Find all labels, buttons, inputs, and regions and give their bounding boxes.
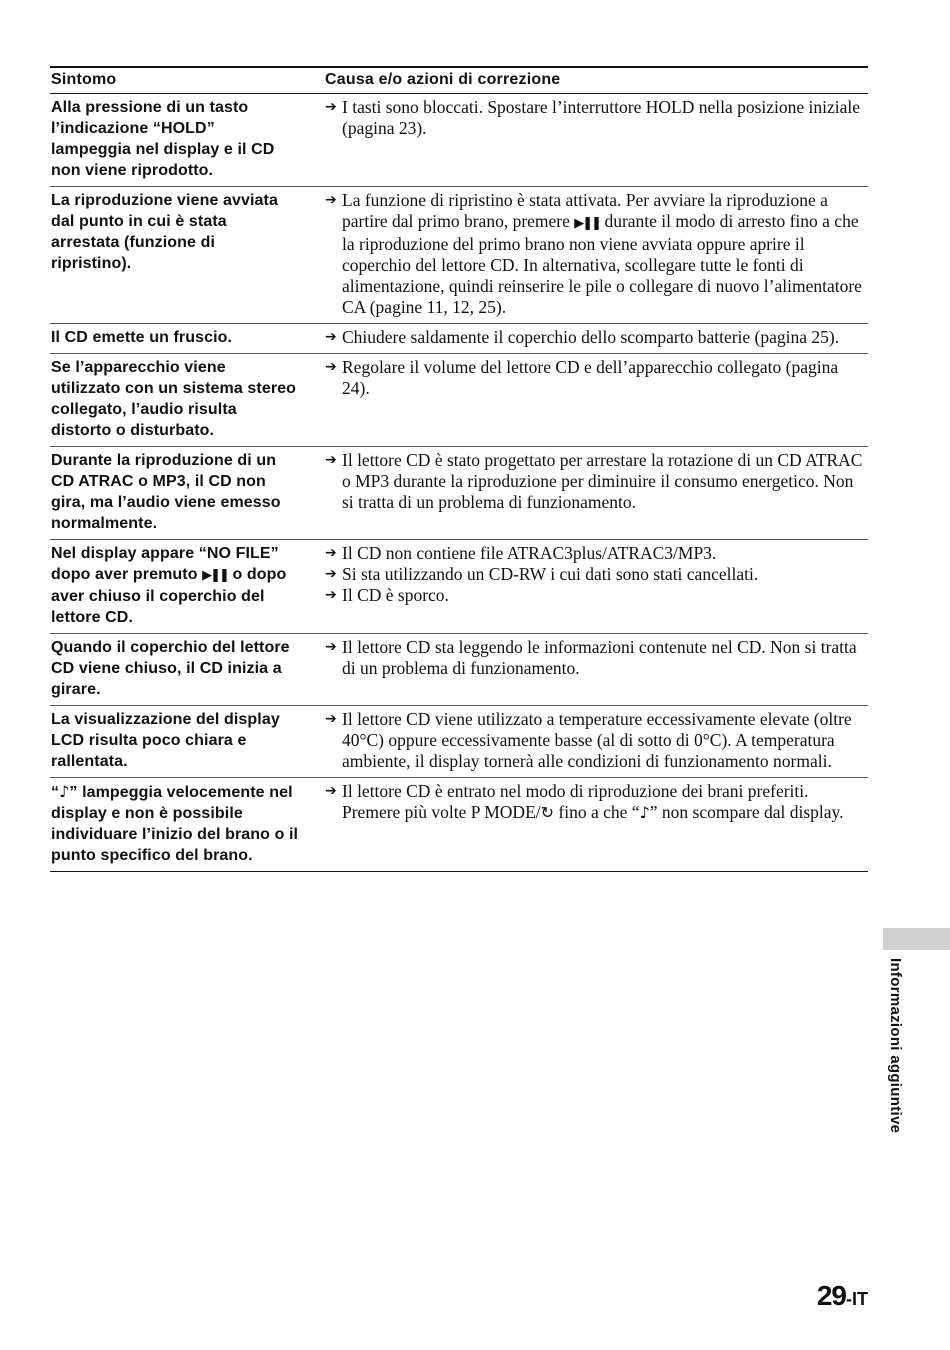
cause-cell xyxy=(313,354,868,447)
table-row xyxy=(50,706,868,778)
cause-text: Il lettore CD sta leggendo le informazioni contenute nel CD. Non si tratta di un problema di funzionamento. xyxy=(342,637,857,678)
cause-cell xyxy=(313,778,868,872)
table-row xyxy=(50,354,868,447)
play-pause-icon: ▶❚❚ xyxy=(202,568,228,583)
table-row xyxy=(50,778,868,872)
symptom-text-part: Nel display appare “NO FILE” dopo aver premuto xyxy=(51,545,279,583)
table-row xyxy=(50,634,868,706)
cause-text-part: La funzione di ripristino è stata attivata. Per avviare la riproduzione a partire dal primo brano, premere xyxy=(342,190,828,231)
table-header-row xyxy=(50,67,868,94)
symptom-cell: Durante la riproduzione di un CD ATRAC o MP3, il CD non gira, ma l’audio viene emesso normalmente. xyxy=(50,447,313,540)
cause-text xyxy=(342,190,868,318)
symptom-cell xyxy=(50,778,313,872)
arrow-icon: ➔ xyxy=(325,639,337,655)
cause-text-part: Il lettore CD è entrato nel modo di riproduzione dei brani preferiti. Premere più volte P MODE/ xyxy=(342,781,809,822)
arrow-icon: ➔ xyxy=(325,192,337,208)
header-symptom: Sintomo xyxy=(50,67,313,94)
symptom-cell: La visualizzazione del display LCD risulta poco chiara e rallentata. xyxy=(50,706,313,778)
table-row xyxy=(50,447,868,540)
arrow-icon: ➔ xyxy=(325,329,337,345)
troubleshooting-table xyxy=(50,66,868,872)
cause-text xyxy=(342,781,868,823)
cause-text: Chiudere saldamente il coperchio dello scomparto batterie (pagina 25). xyxy=(342,327,840,347)
side-section-label: Informazioni aggiuntive xyxy=(887,958,904,1134)
arrow-icon: ➔ xyxy=(325,566,337,582)
repeat-icon: ↻ xyxy=(540,803,555,822)
arrow-icon: ➔ xyxy=(325,711,337,727)
symptom-cell: Alla pressione di un tasto l’indicazione “HOLD” lampeggia nel display e il CD non viene riprodotto. xyxy=(50,94,313,187)
table-row xyxy=(50,540,868,634)
cause-text: Si sta utilizzando un CD-RW i cui dati sono stati cancellati. xyxy=(342,564,759,584)
symptom-cell: Se l’apparecchio viene utilizzato con un sistema stereo collegato, l’audio risulta distorto o disturbato. xyxy=(50,354,313,447)
table-row xyxy=(50,187,868,324)
header-cause: Causa e/o azioni di correzione xyxy=(313,67,868,94)
cause-text-part: durante il modo di arresto fino a che la riproduzione del primo brano non viene avviata oppure aprire il coperchio del lettore CD. In alternativa, scollegare tutte le fonti di alimentazione, quindi reinserire le pile o collegare di nuovo l’alimentatore CA (pagine 11, 12, 25). xyxy=(342,211,862,317)
symptom-text-part: “ xyxy=(51,784,60,801)
arrow-icon: ➔ xyxy=(325,545,337,561)
page-number-value: 29 xyxy=(816,1280,846,1311)
music-note-icon: ♪ xyxy=(59,782,70,801)
symptom-text-part: o dopo aver chiuso il coperchio del lettore CD. xyxy=(51,566,287,626)
cause-text: Il lettore CD viene utilizzato a temperature eccessivamente elevate (oltre 40°C) oppure eccessivamente basse (al di sotto di 0°C). A temperatura ambiente, il display tornerà alle condizioni di funzionamento normali. xyxy=(342,709,852,771)
cause-cell xyxy=(313,94,868,187)
symptom-cell: Quando il coperchio del lettore CD viene chiuso, il CD inizia a girare. xyxy=(50,634,313,706)
table-row xyxy=(50,324,868,354)
cause-text-part: ” non scompare dal display. xyxy=(649,802,844,822)
arrow-icon: ➔ xyxy=(325,587,337,603)
symptom-cell: Il CD emette un fruscio. xyxy=(50,324,313,354)
symptom-text-part: ” lampeggia velocemente nel display e non è possibile individuare l’inizio del brano o il punto specifico del brano. xyxy=(51,784,299,864)
cause-cell xyxy=(313,324,868,354)
section-tab-marker xyxy=(883,928,950,950)
cause-text-part: fino a che “ xyxy=(558,802,640,822)
symptom-cell xyxy=(50,540,313,634)
symptom-cell: La riproduzione viene avviata dal punto in cui è stata arrestata (funzione di ripristino). xyxy=(50,187,313,324)
cause-cell xyxy=(313,634,868,706)
cause-text: Il CD è sporco. xyxy=(342,585,449,605)
page-number-suffix: -IT xyxy=(846,1289,868,1309)
cause-cell xyxy=(313,706,868,778)
play-pause-icon: ▶❚❚ xyxy=(574,216,601,231)
arrow-icon: ➔ xyxy=(325,452,337,468)
table-row xyxy=(50,94,868,187)
cause-text: Il CD non contiene file ATRAC3plus/ATRAC3/MP3. xyxy=(342,543,717,563)
cause-text: Il lettore CD è stato progettato per arrestare la rotazione di un CD ATRAC o MP3 durante la riproduzione per diminuire il consumo energetico. Non si tratta di un problema di funzionamento. xyxy=(342,450,863,512)
page-number xyxy=(817,1280,868,1312)
music-note-icon: ♪ xyxy=(639,803,650,822)
arrow-icon: ➔ xyxy=(325,783,337,799)
cause-cell xyxy=(313,187,868,324)
cause-cell xyxy=(313,540,868,634)
arrow-icon: ➔ xyxy=(325,99,337,115)
cause-text: Regolare il volume del lettore CD e dell’apparecchio collegato (pagina 24). xyxy=(342,357,839,398)
cause-cell xyxy=(313,447,868,540)
arrow-icon: ➔ xyxy=(325,359,337,375)
cause-text: I tasti sono bloccati. Spostare l’interruttore HOLD nella posizione iniziale (pagina 23). xyxy=(342,97,861,138)
